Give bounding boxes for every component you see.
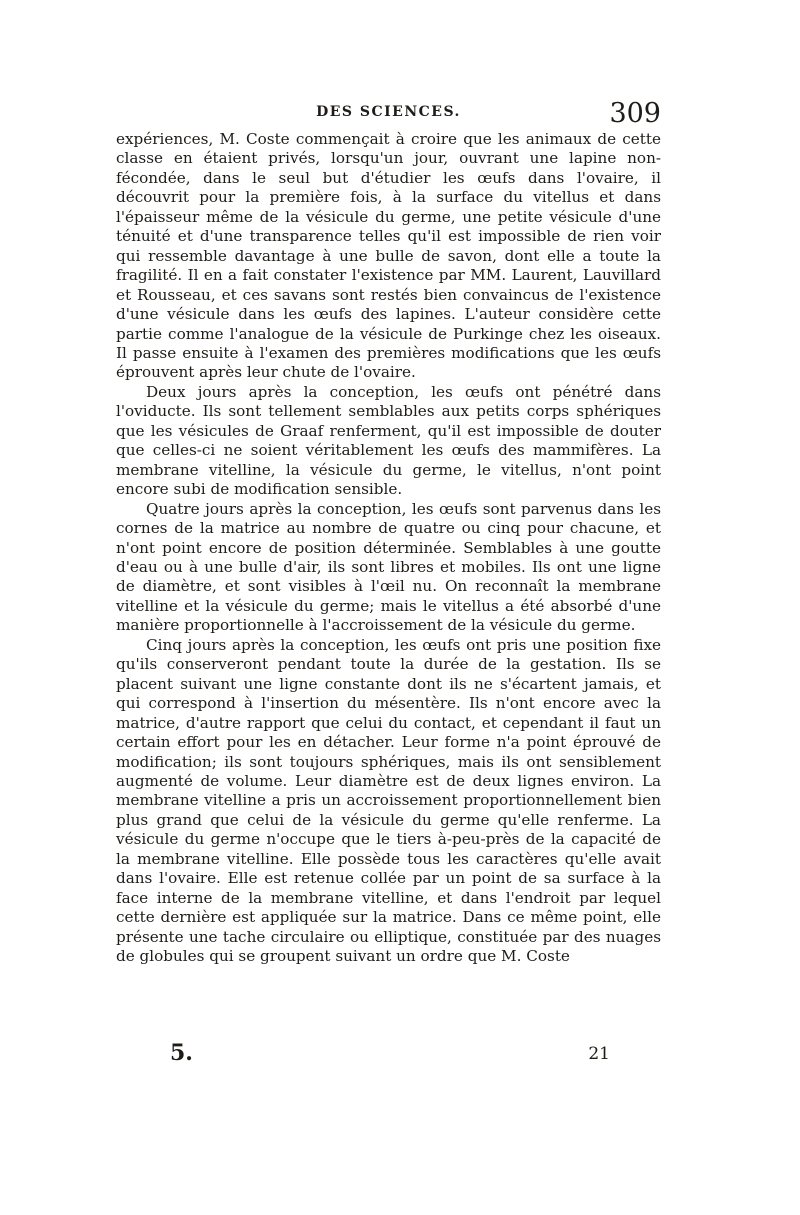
paragraph-deux-jours: Deux jours après la conception, les œufs ont pénétré dans l'oviducte. Ils sont tellement semblables aux petits corps sphériques que les vésicules de Graaf renferment, qu'il est impossible de douter que celles-ci ne soient véritablement les œufs des mammifères. La membrane vitelline, la vésicule du germe, le vitellus, n'ont point encore subi de modification sensible. — [116, 382, 661, 499]
signature-mark: 5. — [170, 1040, 193, 1066]
page-number: 309 — [609, 98, 661, 129]
running-title: DES SCIENCES. — [316, 104, 461, 120]
body-text — [116, 130, 661, 966]
sheet-number: 21 — [588, 1044, 610, 1064]
paragraph-quatre-jours: Quatre jours après la conception, les œufs sont parvenus dans les cornes de la matrice au nombre de quatre ou cinq pour chacune, et n'ont point encore de position déterminée. Semblables à une goutte d'eau ou à une bulle d'air, ils sont libres et mobiles. Ils ont une ligne de diamètre, et sont visibles à l'œil nu. On reconnaît la membrane vitelline et la vésicule du germe; mais le vitellus a été absorbé d'une manière proportionnelle à l'accroissement de la vésicule du germe. — [116, 499, 661, 635]
page-footer — [170, 1040, 610, 1070]
running-head — [116, 98, 661, 134]
paragraph-continuation: expériences, M. Coste commençait à croire que les animaux de cette classe en étaient privés, lorsqu'un jour, ouvrant une lapine non-fécondée, dans le seul but d'étudier les œufs dans l'ovaire, il découvrit pour la première fois, à la surface du vitellus et dans l'épaisseur même de la vésicule du germe, une petite vésicule d'une ténuité et d'une transparence telles qu'il est impossible de rien voir qui ressemble davantage à une bulle de savon, dont elle a toute la fragilité. Il en a fait constater l'existence par MM. Laurent, Lauvillard et Rousseau, et ces savans sont restés bien convaincus de l'existence d'une vésicule dans les œufs des lapines. L'auteur considère cette partie comme l'analogue de la vésicule de Purkinge chez les oiseaux. Il passe ensuite à l'examen des premières modifications que les œufs éprouvent après leur chute de l'ovaire. — [116, 130, 661, 382]
paragraph-cinq-jours: Cinq jours après la conception, les œufs ont pris une position fixe qu'ils conserveront pendant toute la durée de la gestation. Ils se placent suivant une ligne constante dont ils ne s'écartent jamais, et qui correspond à l'insertion du mésentère. Ils n'ont encore avec la matrice, d'autre rapport que celui du contact, et cependant il faut un certain effort pour les en détacher. Leur forme n'a point éprouvé de modification; ils sont toujours sphériques, mais ils ont sensiblement augmenté de volume. Leur diamètre est de deux lignes environ. La membrane vitelline a pris un accroissement proportionnellement bien plus grand que celui de la vésicule du germe qu'elle renferme. La vésicule du germe n'occupe que le tiers à-peu-près de la capacité de la membrane vitelline. Elle possède tous les caractères qu'elle avait dans l'ovaire. Elle est retenue collée par un point de sa surface à la face interne de la membrane vitelline, et dans l'endroit par lequel cette dernière est appliquée sur la matrice. Dans ce même point, elle présente une tache circulaire ou elliptique, constituée par des nuages de globules qui se groupent suivant un ordre que M. Coste — [116, 635, 661, 966]
